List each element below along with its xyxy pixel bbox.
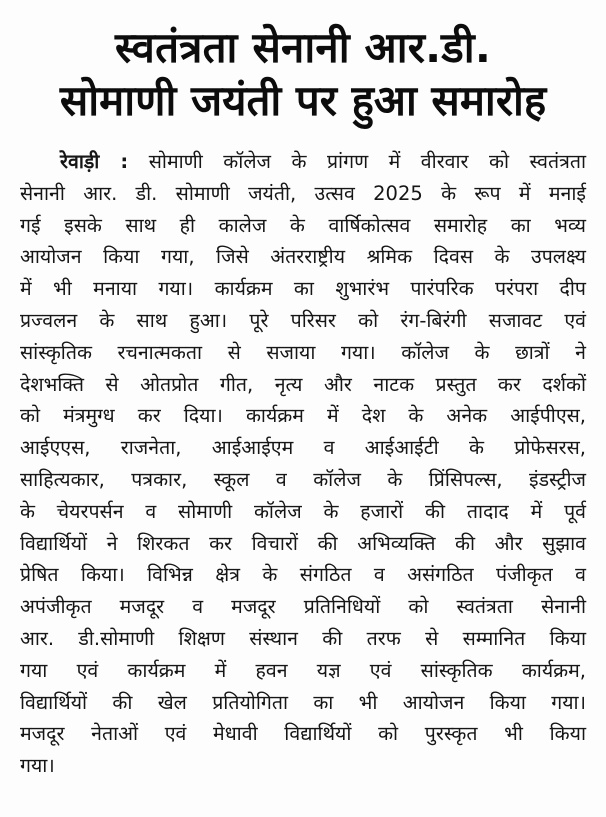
headline-line-1: स्वतंत्रता सेनानी आर.डी.	[114, 23, 491, 72]
article-line: गई इसके साथ ही कालेज के वार्षिकोत्सव समारोह का भव्य	[20, 213, 586, 237]
article-line: आयोजन किया गया, जिसे अंतरराष्ट्रीय श्रमिक दिवस के उपलक्ष्य	[20, 245, 586, 269]
article-line: साहित्यकार, पत्रकार, स्कूल व कॉलेज के प्रिंसिपल्स, इंडस्ट्रीज	[20, 467, 586, 491]
article-line: देशभक्ति से ओतप्रोत गीत, नृत्य और नाटक प्रस्तुत कर दर्शकों	[20, 372, 586, 396]
article-line: मजदूर नेताओं एवं मेधावी विद्यार्थियों को पुरस्कृत भी किया	[20, 722, 586, 746]
headline	[0, 0, 606, 126]
article-line: में भी मनाया गया। कार्यक्रम का शुभारंभ पारंपरिक परंपरा दीप	[20, 277, 586, 301]
article-line: गया।	[20, 754, 55, 778]
article-line: प्रेषित किया। विभिन्न क्षेत्र के संगठित व असंगठित पंजीकृत व	[20, 563, 586, 587]
headline-line-2: सोमाणी जयंती पर हुआ समारोह	[59, 76, 547, 126]
article-line: विद्यार्थियों की खेल प्रतियोगिता का भी आयोजन किया गया।	[20, 690, 586, 714]
article-line: प्रज्वलन के साथ हुआ। पूरे परिसर को रंग-बिरंगी सजावट एवं	[20, 308, 586, 332]
article-line: सांस्कृतिक रचनात्मकता से सजाया गया। कॉलेज के छात्रों ने	[20, 340, 586, 364]
article-line: विद्यार्थियों ने शिरकत कर विचारों की अभिव्यक्ति की और सुझाव	[20, 531, 586, 555]
article-line: के चेयरपर्सन व सोमाणी कॉलेज के हजारों की तादाद में पूर्व	[20, 499, 586, 523]
article-line: गया एवं कार्यक्रम में हवन यज्ञ एवं सांस्कृतिक कार्यक्रम,	[20, 658, 586, 682]
article-line: सेनानी आर. डी. सोमाणी जयंती, उत्सव 2025 के रूप में मनाई	[20, 181, 586, 205]
article-line	[20, 146, 586, 178]
article-line: आईएएस, राजनेता, आईआईएम व आईआईटी के प्रोफेसरस,	[20, 436, 586, 460]
article-line: अपंजीकृत मजदूर व मजदूर प्रतिनिधियों को स्वतंत्रता सेनानी	[20, 595, 586, 619]
article-line: आर. डी.सोमाणी शिक्षण संस्थान की तरफ से सम्मानित किया	[20, 626, 586, 650]
article-line-text: सोमाणी कॉलेज के प्रांगण में वीरवार को स्वतंत्रता	[148, 150, 586, 173]
article-line: को मंत्रमुग्ध कर दिया। कार्यक्रम में देश के अनेक आईपीएस,	[20, 404, 586, 428]
dateline: रेवाड़ी :	[60, 150, 129, 173]
article-body	[20, 146, 586, 782]
